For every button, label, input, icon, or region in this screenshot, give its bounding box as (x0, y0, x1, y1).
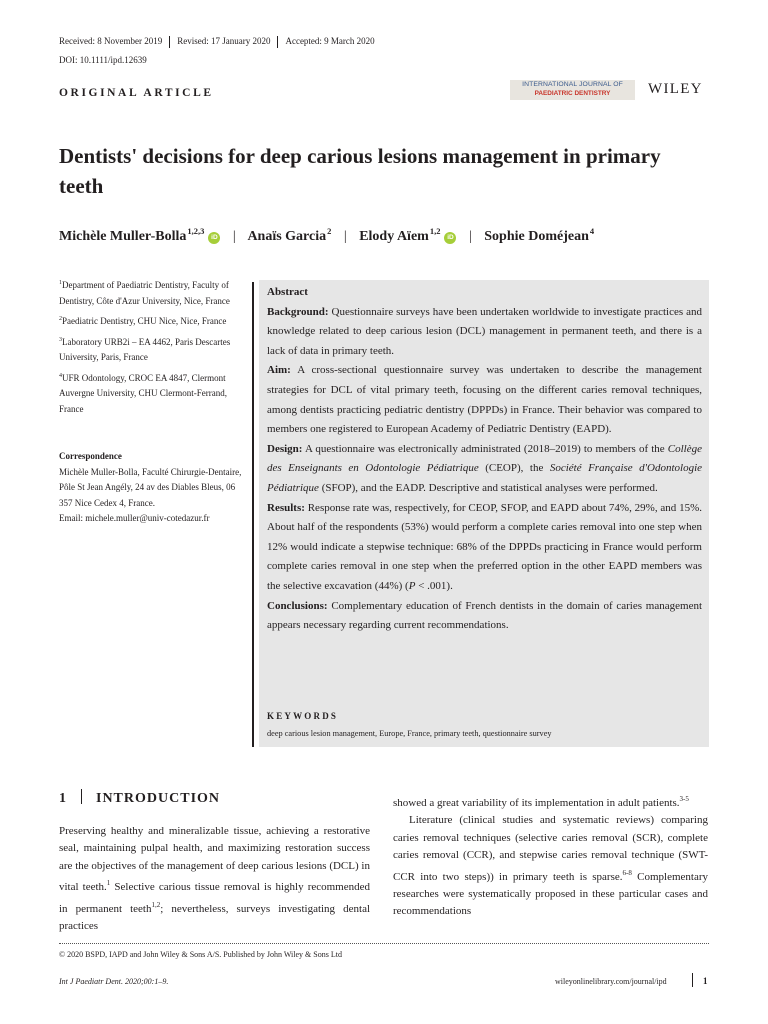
citation-ref[interactable]: 1,2 (151, 900, 161, 909)
section-number: 1 (59, 791, 67, 806)
paragraph: Preserving healthy and mineralizable tissue, achieving a restorative seal, maintaining pulpal health, and maximizing restoration success are the objectives of the management of deep carious lesions (DCL) in vital teeth.$^1$ Selective carious tissue removal is highly recommended in permanent teeth$^{1,2}$; nevertheless, surveys investigating dental practices (59, 825, 371, 933)
author-separator: | (343, 229, 347, 244)
author[interactable]: Sophie Doméjean$^4$ (484, 226, 595, 244)
author[interactable]: Elody Aïem$^{1,2}$ (359, 226, 441, 244)
affiliation: $^1$Department of Paediatric Dentistry, Faculty of Dentistry, Côte d'Azur University, Nice, France (59, 280, 230, 306)
divider (169, 36, 170, 48)
citation-ref[interactable]: 3-5 (679, 795, 689, 803)
abstract-results: Results: Response rate was, respectively, for CEOP, SFOP, and EAPD about 74%, 29%, and 15%. About half of the respondents (53%) would perform a complete caries removal into one step when 12% would indicate a stepwise technique: 68% of the DPPDs practicing in France would perform complete caries removal in one step when the preferred option in the other EAPD members was the selective excavation (44%) (P < .001). (267, 501, 703, 592)
author[interactable]: Michèle Muller-Bolla$^{1,2,3}$ (59, 226, 205, 244)
correspondence-heading: Correspondence (59, 451, 122, 461)
journal-url[interactable]: wileyonlinelibrary.com/journal/ipd (555, 977, 667, 986)
orcid-icon[interactable]: iD (444, 232, 456, 244)
footer-divider (59, 943, 709, 944)
page-number: 1 (703, 976, 708, 986)
abstract-background: Background: Questionnaire surveys have been undertaken worldwide to investigate practices and knowledge related to deep carious lesion (DCL) management in permanent teeth, and there is a lack of data in primary teeth. (267, 305, 702, 357)
article-dates (59, 36, 375, 48)
publisher-logo: WILEY (648, 81, 703, 97)
correspondence-email[interactable]: Email: michele.muller@univ-cotedazur.fr (59, 513, 210, 523)
correspondence-address: Michèle Muller-Bolla, Faculté Chirurgie-Dentaire, Pôle St Jean Angély, 24 av des Diables Bleus, 06 357 Nice Cedex 4, France. (59, 466, 242, 508)
abstract-aim: Aim: A cross-sectional questionnaire survey was undertaken to describe the management strategies for DCL of vital primary teeth, focusing on the different caries removal techniques, among dentists practicing pediatric dentistry (DPPDs) in France. Their behavior was compared to members one registered to European Academy of Pediatric Dentistry (EAPD). (267, 364, 702, 436)
author-list (59, 226, 594, 245)
abstract-design: Design: A questionnaire was electronically administrated (2018–2019) to members of the Collège des Enseignants en Odontologie Pédiatrique (CEOP), the Société Française d'Odontologie Pédiatrique (SFOP), and the EADP. Descriptive and statistical analyses were performed. (267, 442, 703, 494)
received-date: Received: 8 November 2019 (59, 36, 163, 47)
abstract-conclusions: Conclusions: Complementary education of French dentists in the domain of caries management appears necessary regarding current recommendations. (267, 599, 703, 632)
paragraph: Literature (clinical studies and systematic reviews) comparing caries removal techniques (selective caries removal (SCR), complete caries removal (CCR), and stepwise caries removal technique (SWT-CCR into two steps)) in primary teeth is sparse.$^{6-8}$ Complementary researches were systematically proposed in these particular cases and recommendations (393, 814, 709, 918)
keywords: deep carious lesion management, Europe, France, primary teeth, questionnaire survey (267, 729, 552, 738)
body-column-left (59, 823, 370, 935)
section-heading (59, 789, 220, 807)
doi[interactable]: DOI: 10.1111/ipd.12639 (59, 55, 147, 65)
keywords-heading: KEYWORDS (267, 711, 339, 721)
affiliations (59, 276, 244, 420)
orcid-icon[interactable]: iD (208, 232, 220, 244)
journal-logo-line1: INTERNATIONAL JOURNAL OF (522, 81, 623, 88)
revised-date: Revised: 17 January 2020 (177, 36, 271, 47)
journal-logo-line2: PAEDIATRIC DENTISTRY (534, 90, 611, 97)
copyright: © 2020 BSPD, IAPD and John Wiley & Sons A/S. Published by John Wiley & Sons Ltd (59, 950, 342, 959)
divider (81, 789, 82, 804)
citation-ref[interactable]: 1 (106, 879, 111, 888)
abstract-heading: Abstract (267, 286, 308, 298)
section-title: INTRODUCTION (96, 791, 221, 806)
citation-ref[interactable]: 6-8 (622, 868, 632, 877)
author[interactable]: Anaïs Garcia$^2$ (247, 226, 332, 244)
author-separator: | (232, 229, 236, 244)
divider (277, 36, 278, 48)
article-title: Dentists' decisions for deep carious lesions management in primary teeth (59, 144, 661, 198)
correspondence (59, 449, 249, 527)
author-separator: | (468, 229, 472, 244)
journal-citation: Int J Paediatr Dent. 2020;00:1–9. (59, 977, 169, 986)
divider (692, 973, 693, 987)
abstract (267, 283, 702, 636)
paragraph: showed a great variability of its implementation in adult patients.$^{3-5}$ (393, 795, 689, 809)
affiliation: $^4$UFR Odontology, CROC EA 4847, Clermont Auvergne University, CHU Clermont-Ferrand, France (59, 372, 227, 414)
abstract-rule (252, 282, 254, 747)
accepted-date: Accepted: 9 March 2020 (285, 36, 375, 47)
body-column-right (393, 791, 708, 921)
affiliation: $^2$Paediatric Dentistry, CHU Nice, Nice, France (59, 316, 227, 326)
affiliation: $^3$Laboratory URB2i – EA 4462, Paris Descartes University, Paris, France (59, 336, 231, 362)
article-type: ORIGINAL ARTICLE (59, 87, 214, 99)
journal-logo (510, 80, 635, 100)
